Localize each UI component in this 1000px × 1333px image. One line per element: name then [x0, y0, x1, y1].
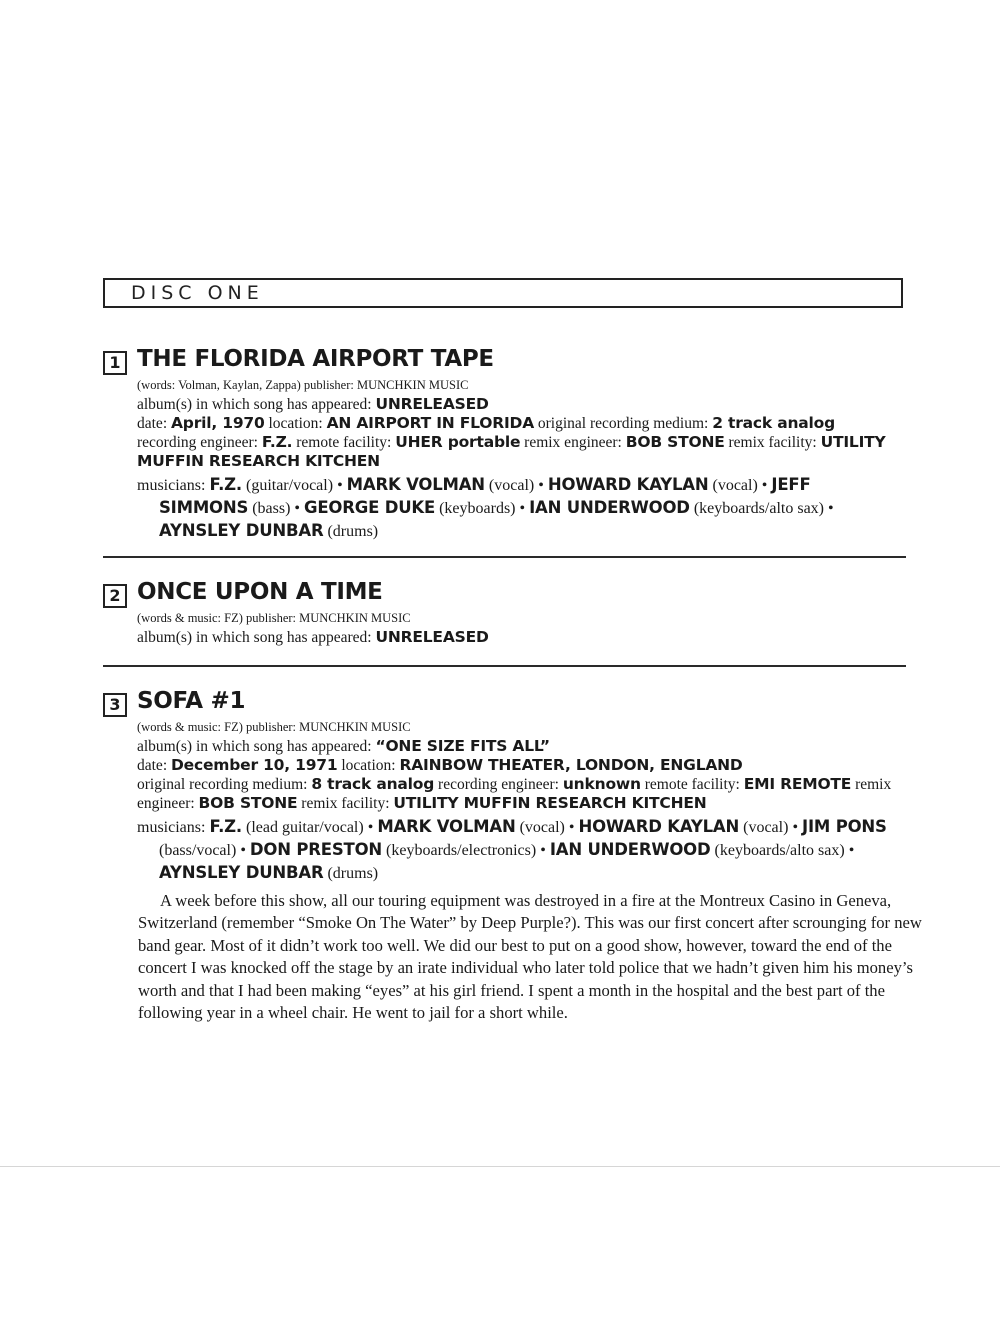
- section-divider: [103, 556, 906, 558]
- remix-facility-label: remix facility:: [724, 434, 821, 451]
- musician-name: AYNSLEY DUNBAR: [159, 863, 324, 882]
- musician-role: (keyboards): [435, 500, 516, 517]
- writer-credit: (words & music: FZ) publisher:: [137, 720, 300, 734]
- location-label: location:: [337, 757, 400, 774]
- musician-name: F.Z.: [209, 817, 242, 836]
- date-value: April, 1970: [171, 414, 265, 432]
- musician-name: HOWARD KAYLAN: [578, 817, 740, 836]
- track-credits: [137, 717, 897, 885]
- medium-value: 2 track analog: [712, 414, 836, 432]
- musician-name: IAN UNDERWOOD: [549, 840, 711, 859]
- location-value: AN AIRPORT IN FLORIDA: [326, 414, 534, 432]
- track-number-box: 2: [103, 584, 127, 608]
- engineer-label: recording engineer:: [137, 434, 262, 451]
- medium-value: 8 track analog: [311, 775, 435, 793]
- albums-label: album(s) in which song has appeared:: [137, 396, 376, 413]
- section-divider: [103, 665, 906, 667]
- medium-label: original recording medium:: [137, 776, 312, 793]
- musicians-list: musicians: F.Z. (guitar/vocal) • MARK VOLMAN (vocal) • HOWARD KAYLAN (vocal) • JEFF SIMMONS (bass) • GEORGE DUKE (keyboards) • IAN UNDERWOOD (keyboards/alto sax) • AYNSLEY DUNBAR (drums): [137, 475, 834, 540]
- remix-facility-value: UTILITY MUFFIN RESEARCH KITCHEN: [137, 433, 886, 470]
- remote-label: remote facility:: [292, 434, 396, 451]
- musician-name: JIM PONS: [802, 817, 887, 836]
- musician-name: IAN UNDERWOOD: [529, 498, 690, 517]
- location-value: RAINBOW THEATER, LONDON, ENGLAND: [399, 756, 743, 774]
- musician-role: (vocal): [708, 477, 758, 494]
- medium-label: original recording medium:: [534, 415, 713, 432]
- remote-value: UHER portable: [395, 433, 521, 451]
- musician-name: F.Z.: [209, 475, 242, 494]
- track-title: ONCE UPON A TIME: [137, 579, 383, 605]
- musician-role: (keyboards/alto sax): [689, 500, 824, 517]
- disc-title: DISC ONE: [131, 282, 264, 304]
- track-credits: [137, 375, 897, 543]
- engineer-label: recording engineer:: [434, 776, 563, 793]
- musicians-label: musicians:: [137, 477, 210, 494]
- musician-name: HOWARD KAYLAN: [547, 475, 709, 494]
- track-credits: [137, 608, 897, 647]
- musician-role: (keyboards/electronics): [382, 842, 537, 859]
- albums-label: album(s) in which song has appeared:: [137, 738, 376, 755]
- musician-name: MARK VOLMAN: [346, 475, 485, 494]
- location-label: location:: [264, 415, 327, 432]
- musician-role: (keyboards/alto sax): [710, 842, 845, 859]
- writer-credit: (words: Volman, Kaylan, Zappa) publisher:: [137, 378, 357, 392]
- musician-role: (lead guitar/vocal): [241, 819, 364, 836]
- musician-name: DON PRESTON: [249, 840, 383, 859]
- publisher: MUNCHKIN MUSIC: [356, 378, 469, 392]
- musician-role: (vocal): [484, 477, 535, 494]
- musician-name: JEFF SIMMONS: [159, 475, 811, 517]
- date-label: date:: [137, 415, 171, 432]
- albums-label: album(s) in which song has appeared:: [137, 629, 376, 646]
- remix-facility-value: UTILITY MUFFIN RESEARCH KITCHEN: [393, 794, 707, 812]
- publisher: MUNCHKIN MUSIC: [299, 611, 411, 625]
- remix-engineer-label: remix engineer:: [137, 776, 892, 812]
- engineer-value: unknown: [562, 775, 641, 793]
- musician-role: (vocal): [515, 819, 565, 836]
- musician-role: (bass): [248, 500, 291, 517]
- musicians-list: musicians: F.Z. (lead guitar/vocal) • MARK VOLMAN (vocal) • HOWARD KAYLAN (vocal) • JIM PONS (bass/vocal) • DON PRESTON (keyboards/electronics) • IAN UNDERWOOD (keyboards/alto sax) • AYNSLEY DUNBAR (drums): [137, 817, 887, 882]
- musicians-label: musicians:: [137, 819, 210, 836]
- musician-role: (drums): [323, 865, 379, 882]
- page-edge-line: [0, 1166, 1000, 1167]
- track-story-paragraph: A week before this show, all our touring equipment was destroyed in a fire at the Montreux Casino in Geneva, Switzerland (remember “Smoke On The Water” by Deep Purple?). This was our first concert after scrounging for new band gear. Most of it didn’t work too well. We did our best to put on a good show, however, toward the end of the concert I was knocked off the stage by an irate individual who later told police that we hadn’t given him his money’s worth and that I had been making “eyes” at his girl friend. I spent a month in the hospital and the best part of the following year in a wheel chair. He went to jail for a short while.: [138, 891, 922, 1023]
- track-title: THE FLORIDA AIRPORT TAPE: [137, 346, 494, 372]
- writer-credit: (words & music: FZ) publisher:: [137, 611, 300, 625]
- albums-value: “ONE SIZE FITS ALL”: [375, 737, 550, 755]
- remote-label: remote facility:: [640, 776, 744, 793]
- publisher: MUNCHKIN MUSIC: [299, 720, 411, 734]
- date-label: date:: [137, 757, 171, 774]
- albums-value: UNRELEASED: [375, 395, 489, 413]
- musician-name: AYNSLEY DUNBAR: [159, 521, 324, 540]
- remote-value: EMI REMOTE: [743, 775, 852, 793]
- track-title: SOFA #1: [137, 688, 246, 714]
- remix-engineer-value: BOB STONE: [625, 433, 725, 451]
- track-number-box: 3: [103, 693, 127, 717]
- musician-name: MARK VOLMAN: [377, 817, 516, 836]
- remix-engineer-label: remix engineer:: [520, 434, 626, 451]
- musician-role: (bass/vocal): [159, 842, 237, 859]
- remix-facility-label: remix facility:: [297, 795, 394, 812]
- musician-name: GEORGE DUKE: [304, 498, 436, 517]
- date-value: December 10, 1971: [171, 756, 338, 774]
- musician-role: (guitar/vocal): [241, 477, 334, 494]
- disc-header-box: [103, 278, 903, 308]
- musician-role: (drums): [323, 523, 379, 540]
- remix-engineer-value: BOB STONE: [198, 794, 298, 812]
- engineer-value: F.Z.: [261, 433, 293, 451]
- albums-value: UNRELEASED: [375, 628, 489, 646]
- track-number-box: 1: [103, 351, 127, 375]
- musician-role: (vocal): [739, 819, 789, 836]
